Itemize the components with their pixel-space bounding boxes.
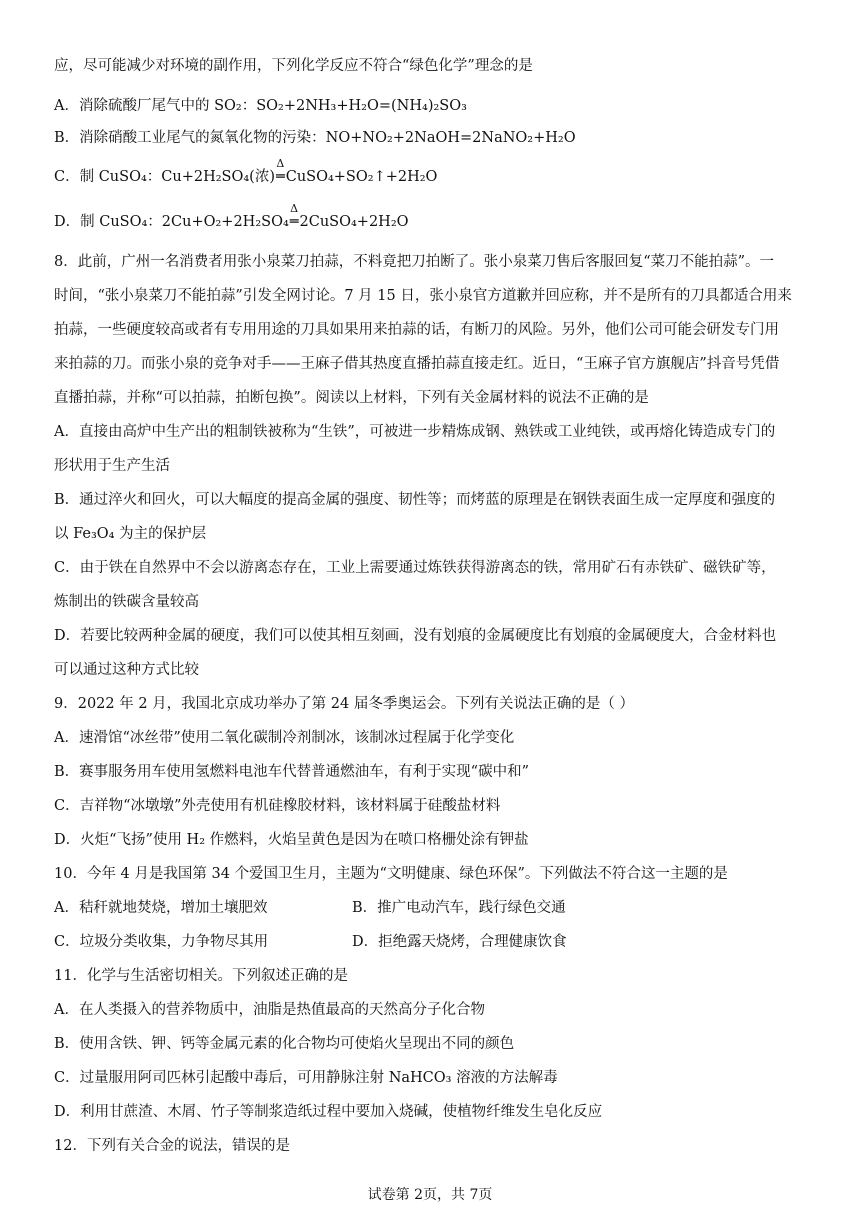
text-line: 炼制出的铁碳含量较高 bbox=[54, 594, 199, 610]
option-b: B．推广电动汽车，践行绿色交通 bbox=[352, 900, 566, 916]
delta-symbol: Δ bbox=[290, 202, 299, 215]
option-c bbox=[54, 157, 438, 187]
option-b: B．消除硝酸工业尾气的氮氧化物的污染：NO+NO₂+2NaOH=2NaNO₂+H₂O bbox=[54, 130, 576, 146]
option-c: C．吉祥物“冰墩墩”外壳使用有机硅橡胶材料，该材料属于硅酸盐材料 bbox=[54, 798, 501, 814]
heat-equals-sign bbox=[275, 157, 286, 187]
option-d-reactants: D．制 CuSO₄：2Cu+O₂+2H₂SO₄ bbox=[54, 214, 289, 230]
heat-equals-sign bbox=[289, 202, 300, 232]
option-a: A．秸秆就地焚烧，增加土壤肥效 bbox=[54, 900, 268, 916]
question-11: 11．化学与生活密切相关。下列叙述正确的是 bbox=[54, 968, 348, 984]
text-line: 以 Fe₃O₄ 为主的保护层 bbox=[54, 526, 207, 542]
text-line: 可以通过这种方式比较 bbox=[54, 662, 199, 678]
text-line: 应，尽可能减少对环境的副作用，下列化学反应不符合“绿色化学”理念的是 bbox=[54, 58, 533, 74]
option-c: C．过量服用阿司匹林引起酸中毒后，可用静脉注射 NaHCO₃ 溶液的方法解毒 bbox=[54, 1070, 558, 1086]
option-b: B．赛事服务用车使用氢燃料电池车代替普通燃油车，有利于实现“碳中和” bbox=[54, 764, 529, 780]
option-a: A．消除硫酸厂尾气中的 SO₂：SO₂+2NH₃+H₂O=(NH₄)₂SO₃ bbox=[54, 98, 467, 114]
option-b: B．通过淬火和回火，可以大幅度的提高金属的强度、韧性等；而烤蓝的原理是在钢铁表面生成一定厚度和强度的 bbox=[54, 492, 776, 508]
option-c-products: CuSO₄+SO₂↑+2H₂O bbox=[285, 169, 438, 185]
delta-symbol: Δ bbox=[276, 157, 285, 170]
option-d bbox=[54, 202, 409, 232]
option-d: D．若要比较两种金属的硬度，我们可以使其相互刻画，没有划痕的金属硬度比有划痕的金属硬度大，合金材料也 bbox=[54, 628, 777, 644]
question-10: 10．今年 4 月是我国第 34 个爱国卫生月，主题为“文明健康、绿色环保”。下列做法不符合这一主题的是 bbox=[54, 866, 728, 882]
option-d-products: 2CuSO₄+2H₂O bbox=[299, 214, 409, 230]
option-b: B．使用含铁、钾、钙等金属元素的化合物均可使焰火呈现出不同的颜色 bbox=[54, 1036, 515, 1052]
option-c: C．由于铁在自然界中不会以游离态存在，工业上需要通过炼铁获得游离态的铁，常用矿石有赤铁矿、磁铁矿等， bbox=[54, 560, 776, 576]
equals-symbol: ═ bbox=[289, 214, 299, 230]
text-line: 拍蒜，一些硬度较高或者有专用用途的刀具如果用来拍蒜的话，有断刀的风险。另外，他们公司可能会研发专门用 bbox=[54, 322, 779, 338]
option-a: A．速滑馆“冰丝带”使用二氧化碳制冷剂制冰，该制冰过程属于化学变化 bbox=[54, 730, 515, 746]
option-d: D．利用甘蔗渣、木屑、竹子等制浆造纸过程中要加入烧碱，使植物纤维发生皂化反应 bbox=[54, 1104, 603, 1120]
text-line: 时间，“张小泉菜刀不能拍蒜”引发全网讨论。7 月 15 日，张小泉官方道歉并回应称，并不是所有的刀具都适合用来 bbox=[54, 288, 792, 304]
question-12: 12．下列有关合金的说法，错误的是 bbox=[54, 1138, 290, 1154]
equals-symbol: ═ bbox=[275, 169, 285, 185]
page-footer: 试卷第 2页，共 7页 bbox=[367, 1187, 493, 1203]
option-c-reactants: C．制 CuSO₄：Cu+2H₂SO₄(浓) bbox=[54, 169, 275, 185]
text-line: 直播拍蒜，并称“可以拍蒜，拍断包换”。阅读以上材料，下列有关金属材料的说法不正确的是 bbox=[54, 390, 649, 406]
option-a: A．直接由高炉中生产出的粗制铁被称为“生铁”，可被进一步精炼成钢、熟铁或工业纯铁，或再熔化铸造成专门的 bbox=[54, 424, 776, 440]
question-9: 9．2022 年 2 月，我国北京成功举办了第 24 届冬季奥运会。下列有关说法正确的是（ ） bbox=[54, 696, 634, 712]
option-a: A．在人类摄入的营养物质中，油脂是热值最高的天然高分子化合物 bbox=[54, 1002, 485, 1018]
text-line: 来拍蒜的刀。而张小泉的竞争对手——王麻子借其热度直播拍蒜直接走红。近日，“王麻子官方旗舰店”抖音号凭借 bbox=[54, 356, 780, 372]
option-c: C．垃圾分类收集，力争物尽其用 bbox=[54, 934, 269, 950]
question-8: 8．此前，广州一名消费者用张小泉菜刀拍蒜，不料竟把刀拍断了。张小泉菜刀售后客服回复“菜刀不能拍蒜”。一 bbox=[54, 254, 775, 270]
option-d: D．火炬“飞扬”使用 H₂ 作燃料，火焰呈黄色是因为在喷口格栅处涂有钾盐 bbox=[54, 832, 529, 848]
text-line: 形状用于生产生活 bbox=[54, 458, 170, 474]
option-d: D．拒绝露天烧烤，合理健康饮食 bbox=[352, 934, 567, 950]
